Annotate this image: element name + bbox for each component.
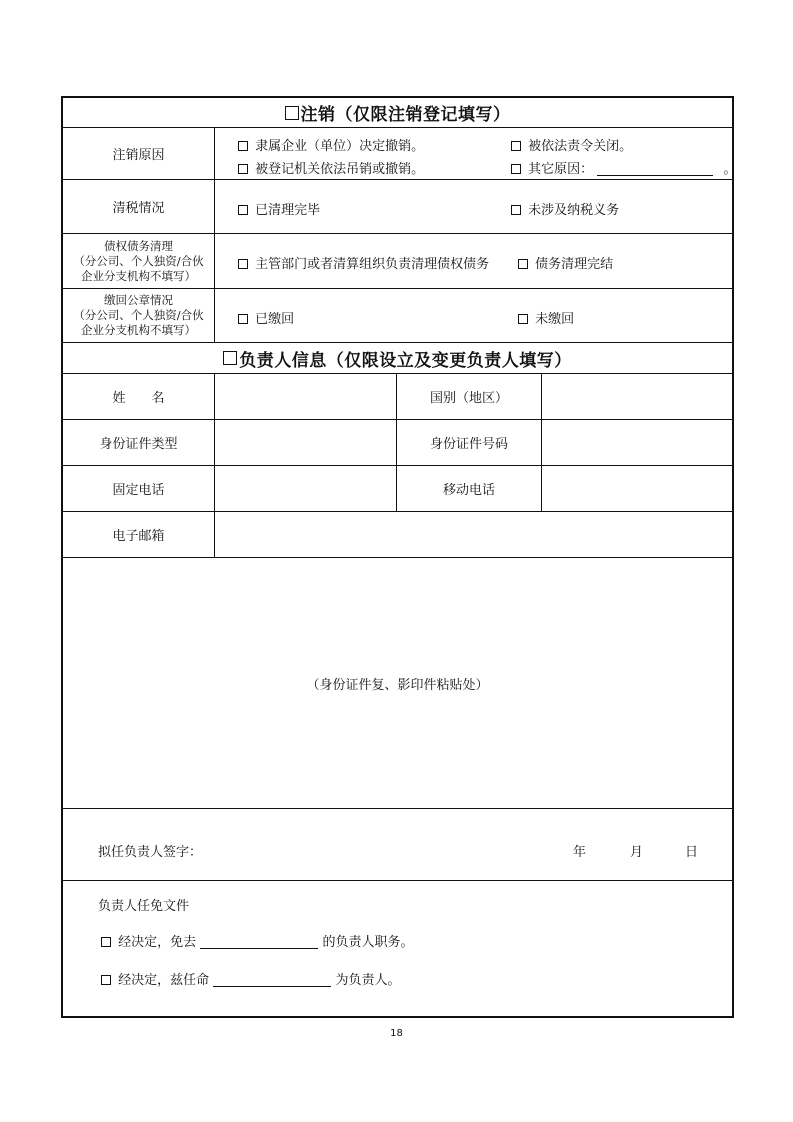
- mobile-label: 移动电话: [397, 466, 542, 511]
- signature-label: 拟任负责人签字：: [98, 845, 203, 860]
- seal-note: （分公司、个人独资/合伙企业分支机构不填写）: [73, 308, 204, 337]
- seal-row: [63, 289, 732, 343]
- page-number: 18: [390, 1028, 403, 1039]
- reason-option-other[interactable]: 其它原因： 。: [511, 158, 736, 177]
- id-row: [63, 420, 732, 466]
- phone-row: [63, 466, 732, 512]
- tax-row: [63, 180, 732, 234]
- cancel-reason-label: 注销原因: [63, 128, 215, 179]
- tax-option-none[interactable]: 未涉及纳税义务: [511, 199, 619, 218]
- appointment-title: 负责人任免文件: [98, 899, 190, 914]
- tax-option-cleared[interactable]: 已清理完毕: [238, 199, 320, 218]
- id-number-label: 身份证件号码: [397, 420, 542, 465]
- email-row: [63, 512, 732, 558]
- reason-other-checkbox[interactable]: [511, 164, 521, 174]
- email-label: 电子邮箱: [63, 512, 215, 557]
- reason-option-revoke[interactable]: 隶属企业（单位）决定撤销。: [238, 135, 424, 154]
- appointment-appoint-line: 经决定，兹任命 为负责人。: [101, 969, 400, 988]
- registration-form: [61, 96, 737, 1018]
- manager-section-checkbox[interactable]: [223, 351, 237, 365]
- reason-closed-checkbox[interactable]: [511, 141, 521, 151]
- id-copy-area[interactable]: [63, 558, 732, 809]
- date-month: 月: [630, 845, 644, 860]
- name-label: 姓 名: [63, 374, 215, 419]
- seal-returned-checkbox[interactable]: [238, 314, 248, 324]
- debt-organization-checkbox[interactable]: [238, 259, 248, 269]
- cancel-section-title: 注销（仅限注销登记填写）: [300, 105, 511, 125]
- date-year: 年: [573, 845, 587, 860]
- date-day: 日: [685, 845, 699, 860]
- debt-label: 债权债务清理: [104, 238, 173, 253]
- nationality-label: 国别（地区）: [397, 374, 542, 419]
- phone-label: 固定电话: [63, 466, 215, 511]
- phone-field[interactable]: [215, 466, 397, 511]
- signature-row: [63, 809, 732, 881]
- cancel-reason-row: [63, 128, 737, 180]
- reason-cancelled-checkbox[interactable]: [238, 164, 248, 174]
- appoint-name-field[interactable]: [213, 972, 331, 987]
- debt-option-organization[interactable]: 主管部门或者清算组织负责清理债权债务: [238, 253, 489, 272]
- remove-checkbox[interactable]: [101, 937, 111, 947]
- name-row: [63, 374, 732, 420]
- seal-option-not-returned[interactable]: 未缴回: [518, 308, 574, 327]
- remove-name-field[interactable]: [200, 934, 318, 949]
- nationality-field[interactable]: [542, 374, 732, 419]
- reason-revoke-checkbox[interactable]: [238, 141, 248, 151]
- tax-none-checkbox[interactable]: [511, 205, 521, 215]
- reason-option-cancelled[interactable]: 被登记机关依法吊销或撤销。: [238, 158, 424, 177]
- seal-label: 缴回公章情况: [104, 293, 173, 307]
- appoint-checkbox[interactable]: [101, 975, 111, 985]
- mobile-field[interactable]: [542, 466, 732, 511]
- debt-row: [63, 234, 732, 289]
- tax-label: 清税情况: [63, 180, 215, 233]
- id-copy-note: （身份证件复、影印件粘贴处）: [306, 677, 489, 693]
- seal-not-returned-checkbox[interactable]: [518, 314, 528, 324]
- manager-section-title: 负责人信息（仅限设立及变更负责人填写）: [239, 350, 572, 371]
- cancel-section-header: [63, 98, 732, 128]
- name-field[interactable]: [215, 374, 397, 419]
- id-type-label: 身份证件类型: [63, 420, 215, 465]
- reason-option-closed[interactable]: 被依法责令关闭。: [511, 135, 632, 154]
- tax-cleared-checkbox[interactable]: [238, 205, 248, 215]
- id-type-field[interactable]: [215, 420, 397, 465]
- cancel-section-checkbox[interactable]: [285, 106, 299, 120]
- debt-option-completed[interactable]: 债务清理完结: [518, 253, 613, 272]
- appointment-section: [63, 881, 732, 1016]
- id-number-field[interactable]: [542, 420, 732, 465]
- debt-completed-checkbox[interactable]: [518, 259, 528, 269]
- other-reason-field[interactable]: [597, 161, 713, 176]
- manager-section-header: [63, 343, 732, 374]
- debt-note: （分公司、个人独资/合伙企业分支机构不填写）: [73, 253, 204, 283]
- seal-option-returned[interactable]: 已缴回: [238, 308, 294, 327]
- appointment-remove-line: 经决定，免去 的负责人职务。: [101, 931, 413, 950]
- email-field[interactable]: [215, 512, 732, 557]
